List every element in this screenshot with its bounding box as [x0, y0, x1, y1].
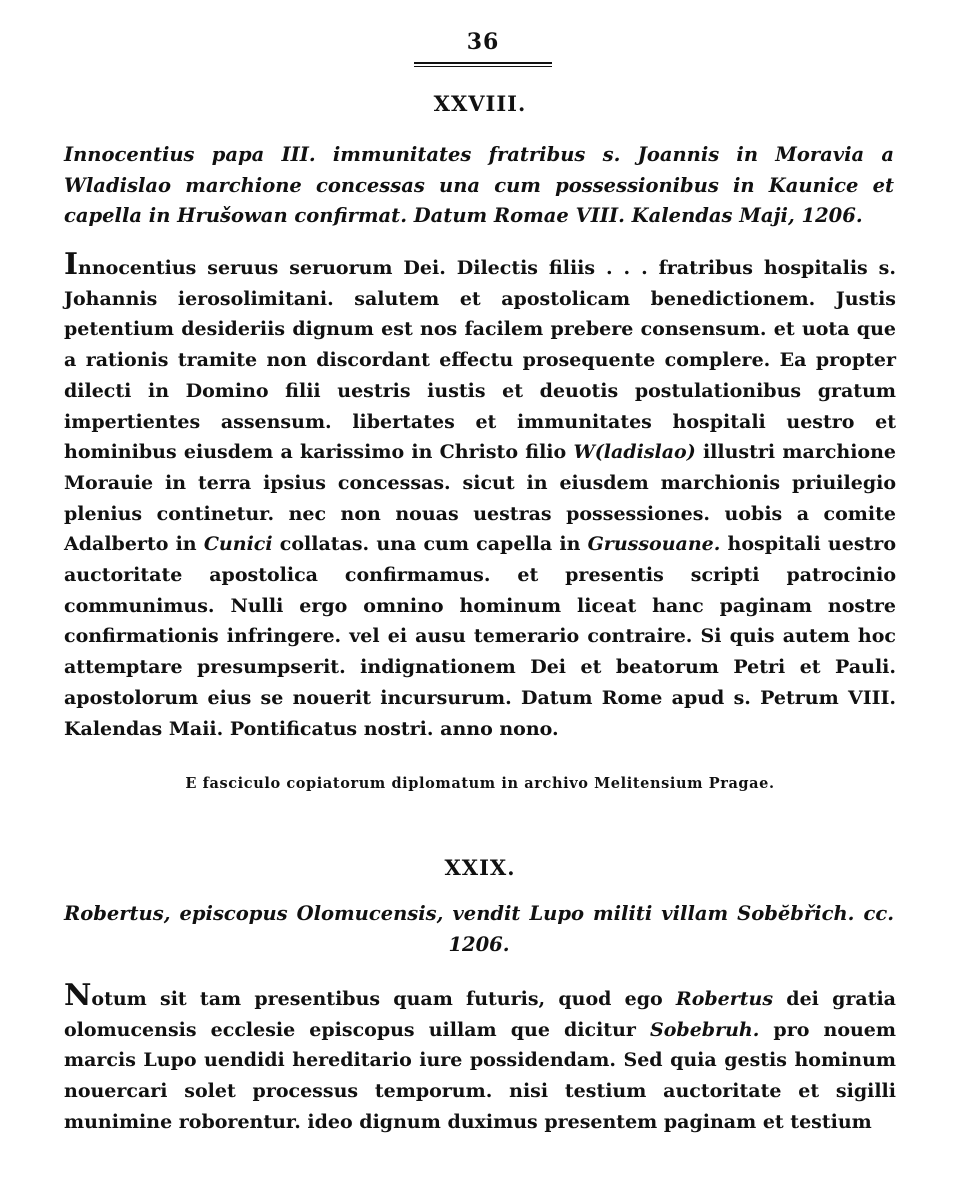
rule-thick-line — [414, 62, 552, 64]
source-note-28: E fasciculo copiatorum diplomatum in archivo Melitensium Pragae. — [185, 775, 775, 792]
rule-thin-line — [414, 66, 552, 67]
text-segment: illustri marchione Morauie in terra ipsius concessas. sicut in eiusdem marchionis priuilegio plenius continetur. nec non nouas uestras possessiones. uobis a comite Adalberto in — [64, 441, 897, 556]
text-segment: nnocentius seruus seruorum Dei. Dilectis filiis . . . fratribus hospitalis s. Johannis ierosolimitani. salutem et apostolicam benedictionem. Justis petentium desideriis dignum est nos facilem prebere consensum. et uota que a rationis tramite non discordant effectu prosequente complere. Ea propter dilecti in Domino filii uestris iustis et deuotis postulationibus gratum impertientes assensum. libertates et immunitates hospitali uestro et hominibus eiusdem a karissimo in Christo filio — [64, 257, 896, 464]
place-name-italic: Sobebruh. — [650, 1018, 760, 1041]
text-segment: otum sit tam presentibus quam futuris, quod ego — [91, 988, 676, 1010]
page-number-rule — [414, 62, 552, 68]
charter-text-29 — [64, 978, 896, 1138]
document-number-29: XXIX. — [444, 855, 516, 880]
document-number-28: XXVIII. — [433, 91, 527, 116]
text-segment: dei gratia olomucensis ecclesie episcopus uillam que dicitur — [64, 988, 896, 1041]
person-name-italic: W(ladislao) — [573, 441, 696, 464]
place-name-italic: Grussouane. — [587, 533, 721, 556]
regest-28: Innocentius papa III. immunitates fratribus s. Joannis in Moravia a Wladislao marchione concessas una cum possessionibus in Kaunice et capella in Hrušowan confirmat. Datum Romae VIII. Kalendas Maji, 1206. — [64, 143, 894, 227]
initial-letter: N — [64, 978, 92, 1013]
text-segment: pro nouem marcis Lupo uendidi hereditario iure possidendam. Sed quia gestis hominum nouercari solet processus temporum. nisi testium auctoritate et sigilli munimine roborentur. ideo dignum duximus presentem paginam et testium — [64, 1018, 896, 1133]
page-number: 36 — [466, 29, 500, 55]
charter-text-28 — [64, 247, 897, 744]
initial-letter: I — [64, 247, 79, 282]
person-name-italic: Robertus — [675, 988, 774, 1010]
regest-29: Robertus, episcopus Olomucensis, vendit Lupo militi villam Sobĕbřich. cc. 1206. — [64, 902, 894, 956]
text-segment: hospitali uestro auctoritate apostolica confirmamus. et presentis scripti patrocinio communimus. Nulli ergo omnino hominum liceat hanc paginam nostre confirmationis infringere. vel ei ausu temerario contraire. Si quis autem hoc attemptare presumpserit. indignationem Dei et beatorum Petri et Pauli. apostolorum eius se nouerit incursurum. Datum Rome apud s. Petrum VIII. Kalendas Maii. Pontificatus nostri. anno nono. — [64, 533, 896, 740]
text-segment: collatas. una cum capella in — [272, 533, 588, 556]
place-name-italic: Cunici — [203, 533, 273, 556]
